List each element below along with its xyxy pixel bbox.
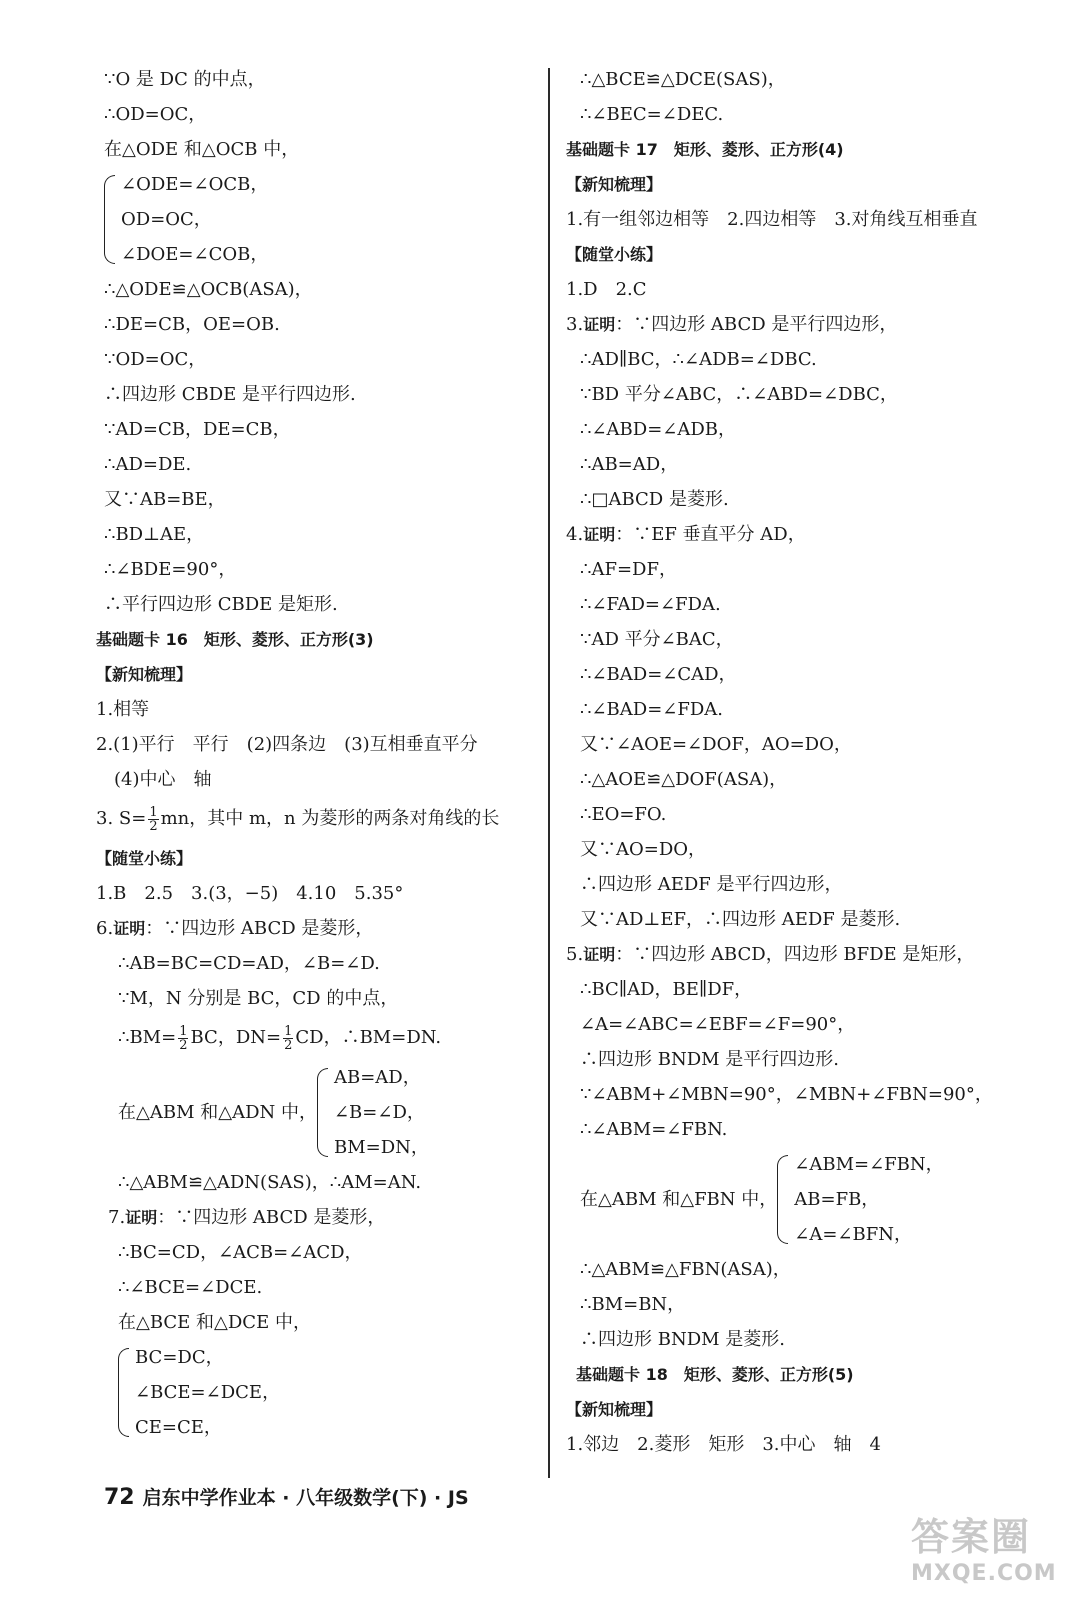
system-line: ∠DOE=∠COB， [121,244,269,265]
watermark-text: 答案圈 [911,1515,1032,1559]
fraction-numerator: 1 [149,804,158,820]
proof-line: ∴AB=AD， [580,454,679,475]
text-line: ∴BD⊥AE， [104,524,205,545]
system-line: AB=FB， [794,1189,880,1210]
proof-line: ∴BC∥AD，BE∥DF， [580,979,753,1000]
proof-line: ∵∠ABM+∠MBN=90°，∠MBN+∠FBN=90°， [580,1084,993,1105]
page-number: 72 [104,1485,135,1510]
equation-system [104,167,544,272]
proof-line: ∴AD∥BC，∴∠ADB=∠DBC. [580,349,817,370]
proof-line: ∴∠BCE=∠DCE. [118,1277,263,1298]
system-line: BC=DC， [135,1347,224,1368]
proof-line: ∴∠BAD=∠FDA. [580,699,723,720]
text-line: ∴AD=DE. [104,454,192,475]
proof-line: ∴四边形 AEDF 是平行四边形， [580,874,843,895]
left-column [96,62,544,1445]
proof-text: 在△ABM 和△FBN 中， [580,1189,778,1210]
fraction-denominator: 2 [179,1037,188,1053]
page-footer [104,1483,469,1510]
watermark-domain: MXQE.COM [911,1561,1057,1586]
equation-system [104,1340,544,1445]
proof-text: 在△ABM 和△ADN 中， [118,1102,317,1123]
equation-system [566,1147,1046,1252]
answer-line: (4)中心 轴 [114,769,212,790]
formula-suffix: mn，其中 m，n 为菱形的两条对角线的长 [160,808,500,829]
problem-number: 5. [566,944,584,965]
book-title: 启东中学作业本 · 八年级数学(下) · JS [142,1487,469,1509]
system-line: OD=OC， [121,209,212,230]
section-heading: 基础题卡 17 矩形、菱形、正方形(4) [566,140,844,159]
proof-line: ∴BC=CD，∠ACB=∠ACD， [118,1242,363,1263]
proof-line: ∴BM=BN， [580,1294,686,1315]
right-column [566,62,1046,1462]
proof-line: ∴AB=BC=CD=AD，∠B=∠D. [118,953,380,974]
proof-line: ∴△AOE≌△DOF(ASA)， [580,769,788,790]
text-line: ∴DE=CB，OE=OB. [104,314,280,335]
proof-line: ∴EO=FO. [580,804,667,825]
watermark-logo [911,1506,1061,1586]
proof-line [566,517,1046,552]
proof-text: ：∵四边形 ABCD 是菱形， [157,1207,386,1228]
proof-label: 证明 [583,525,616,544]
proof-line: 又∵∠AOE=∠DOF，AO=DO， [580,734,852,755]
section-heading: 基础题卡 16 矩形、菱形、正方形(3) [96,630,374,649]
proof-line: ∴△BCE≌△DCE(SAS)， [580,69,786,90]
formula-prefix: 3. S= [96,808,147,829]
proof-line: ∴四边形 BNDM 是菱形. [580,1329,786,1350]
system-line: ∠ABM=∠FBN， [794,1154,944,1175]
proof-text: ：∵EF 垂直平分 AD， [615,524,806,545]
system-line: CE=CE， [135,1417,222,1438]
answer-line: 1.D 2.C [566,279,647,300]
proof-text: ：∵四边形 ABCD 是菱形， [145,918,374,939]
text-line: ∴平行四边形 CBDE 是矩形. [104,594,338,615]
text-line: ∴OD=OC， [104,104,207,125]
proof-line: ∴AF=DF， [580,559,677,580]
problem-number: 4. [566,524,584,545]
answer-line: 1.B 2.5 3.(3，−5) 4.10 5.35° [96,883,404,904]
subsection-heading: 【新知梳理】 [96,665,193,684]
proof-line [96,911,544,946]
system-line: ∠ODE=∠OCB， [121,174,269,195]
proof-line: ∵M，N 分别是 BC，CD 的中点， [118,988,399,1009]
proof-text: BC，DN= [190,1027,282,1048]
proof-line: ∴∠BAD=∠CAD， [580,664,737,685]
proof-line: ∴□ABCD 是菱形. [580,489,729,510]
proof-text: CD，∴BM=DN. [295,1027,442,1048]
text-line: ∵OD=OC， [104,349,207,370]
subsection-heading: 【随堂小练】 [96,849,193,868]
proof-line: 在△BCE 和△DCE 中， [118,1312,311,1333]
fraction-denominator: 2 [149,818,158,834]
proof-label: 证明 [583,315,616,334]
subsection-heading: 【随堂小练】 [566,245,663,264]
problem-number: 7. [108,1207,126,1228]
proof-line: ∴∠FAD=∠FDA. [580,594,721,615]
subsection-heading: 【新知梳理】 [566,175,663,194]
system-intro [580,1147,777,1252]
fraction-numerator: 1 [284,1023,293,1039]
brace-icon [317,1068,328,1157]
proof-line: 又∵AD⊥EF，∴四边形 AEDF 是菱形. [580,909,901,930]
text-line: ∵O 是 DC 的中点， [104,69,266,90]
fraction [148,806,158,833]
proof-line: ∴∠ABD=∠ADB， [580,419,737,440]
fraction-numerator: 1 [179,1023,188,1039]
system-line: BM=DN， [333,1137,429,1158]
fraction-denominator: 2 [284,1037,293,1053]
answer-line: 1.邻边 2.菱形 矩形 3.中心 轴 4 [566,1434,881,1455]
text-line: ∴△ODE≌△OCB(ASA)， [104,279,313,300]
proof-text: ：∵四边形 ABCD，四边形 BFDE 是矩形， [615,944,975,965]
proof-label: 证明 [583,945,616,964]
problem-number: 3. [566,314,584,335]
proof-line: ∴△ABM≌△ADN(SAS)，∴AM=AN. [118,1172,422,1193]
proof-label: 证明 [125,1208,158,1227]
proof-line: ∴△ABM≌△FBN(ASA)， [580,1259,791,1280]
answer-line: 1.相等 [96,699,150,720]
section-heading: 基础题卡 18 矩形、菱形、正方形(5) [576,1365,854,1384]
proof-line: ∠A=∠ABC=∠EBF=∠F=90°， [580,1014,856,1035]
proof-line: ∵AD 平分∠BAC， [580,629,734,650]
proof-line: ∵BD 平分∠ABC，∴∠ABD=∠DBC， [580,384,898,405]
fraction [178,1025,188,1052]
proof-line: ∴∠BEC=∠DEC. [580,104,724,125]
text-line: 又∵AB=BE， [104,489,226,510]
fraction [283,1025,293,1052]
system-line: ∠BCE=∠DCE， [135,1382,281,1403]
proof-line: 又∵AO=DO， [580,839,707,860]
problem-number: 6. [96,918,114,939]
text-line: ∴∠BDE=90°， [104,559,237,580]
proof-label: 证明 [113,919,146,938]
column-divider [548,68,550,1478]
brace-icon [104,175,115,264]
brace-icon [777,1155,788,1244]
proof-line: ∴四边形 BNDM 是平行四边形. [580,1049,840,1070]
proof-line [108,1200,544,1235]
proof-text: ：∵四边形 ABCD 是平行四边形， [615,314,898,335]
text-line: ∴四边形 CBDE 是平行四边形. [104,384,356,405]
brace-icon [118,1348,129,1437]
subsection-heading: 【新知梳理】 [566,1400,663,1419]
proof-line [566,307,1046,342]
answer-line [96,797,544,841]
equation-system [104,1060,544,1165]
system-line: ∠A=∠BFN， [794,1224,912,1245]
text-line: 在△ODE 和△OCB 中， [104,139,300,160]
system-intro [118,1060,317,1165]
system-line: ∠B=∠D， [333,1102,425,1123]
proof-text: ∴BM= [118,1027,177,1048]
text-line: ∵AD=CB，DE=CB， [104,419,291,440]
proof-line [104,1016,544,1060]
answer-line: 1.有一组邻边相等 2.四边相等 3.对角线互相垂直 [566,209,978,230]
proof-line [566,937,1046,972]
proof-line: ∴∠ABM=∠FBN. [580,1119,728,1140]
answer-line: 2.(1)平行 平行 (2)四条边 (3)互相垂直平分 [96,734,478,755]
system-line: AB=AD， [333,1067,421,1088]
